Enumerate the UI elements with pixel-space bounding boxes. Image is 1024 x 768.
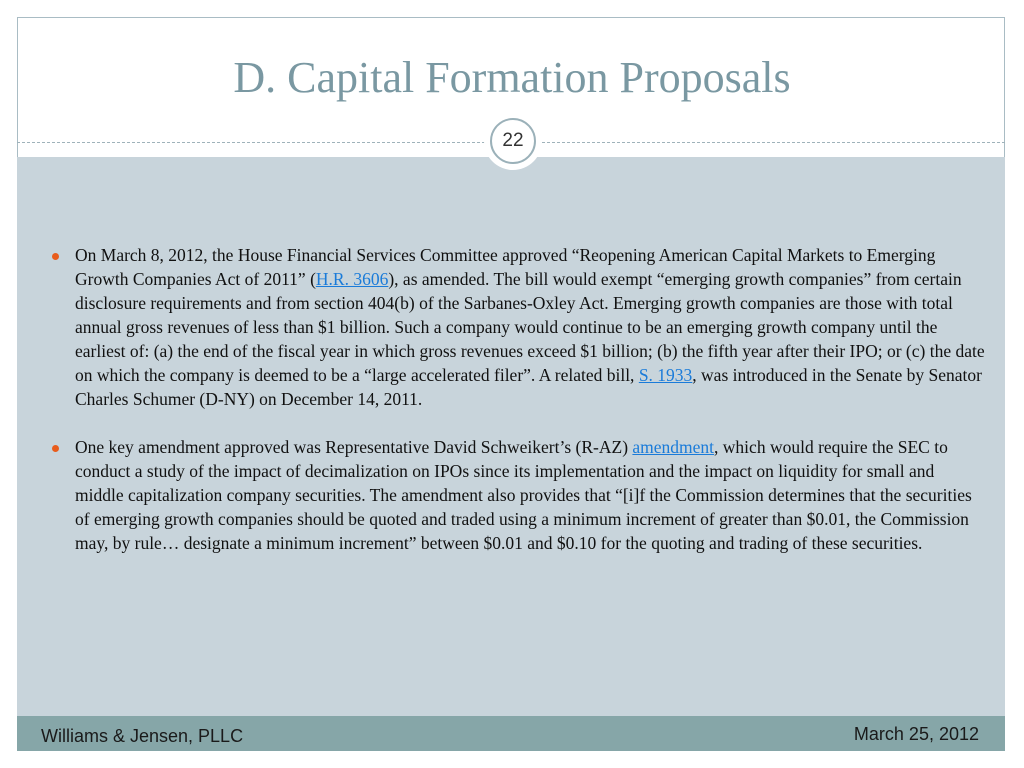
bullet-dot-icon [52,253,59,260]
bullet-paragraph [75,243,985,411]
hr-3606-link[interactable]: H.R. 3606 [315,269,389,289]
footer-company: Williams & Jensen, PLLC [41,726,244,746]
paragraph-text: One key amendment approved was Representative David Schweikert’s (R-AZ) [75,437,633,457]
slide-body [75,243,985,579]
paragraph-text: On March 8, 2012, the House Financial Services Committee approved “Reopening American Capital Markets to Emerging Growth Companies Act of 2011” ( [75,245,936,289]
slide-number: 22 [490,118,536,164]
bullet-paragraph [75,435,985,555]
paragraph-text: , which would require the SEC to conduct a study of the impact of decimalization on IPOs since its implementation and the impact on liquidity for small and middle capitalization company securities. The amendment also provides that “[i]f the Commission determines that the securities of emerging growth companies should be quoted and traded using a minimum increment of greater than $0.01, the Commission may, by rule… designate a minimum increment” between $0.01 and $0.10 for the quoting and trading of these securities. [75,437,972,553]
footer-date: March 25, 2012 [853,724,979,744]
slide-footer [17,716,1005,751]
paragraph-text: ), as amended. The bill would exempt “emerging growth companies” from certain disclosure requirements and from section 404(b) of the Sarbanes-Oxley Act. Emerging growth companies are those with total annual gross revenues of less than $1 billion. Such a company would continue to be an emerging growth company until the earliest of: (a) the end of the fiscal year in which gross revenues exceed $1 billion; (b) the fifth year after their IPO; or (c) the date on which the company is deemed to be a “large accelerated filer”. A related bill, [75,269,985,385]
slide-title: D. Capital Formation Proposals [233,53,791,102]
bullet-dot-icon [52,445,59,452]
slide-number-badge [484,112,542,170]
paragraph-text: , was introduced in the Senate by Senator Charles Schumer (D-NY) on December 14, 2011. [75,365,982,409]
s-1933-link[interactable]: S. 1933 [638,365,693,385]
amendment-link[interactable]: amendment [632,437,715,457]
